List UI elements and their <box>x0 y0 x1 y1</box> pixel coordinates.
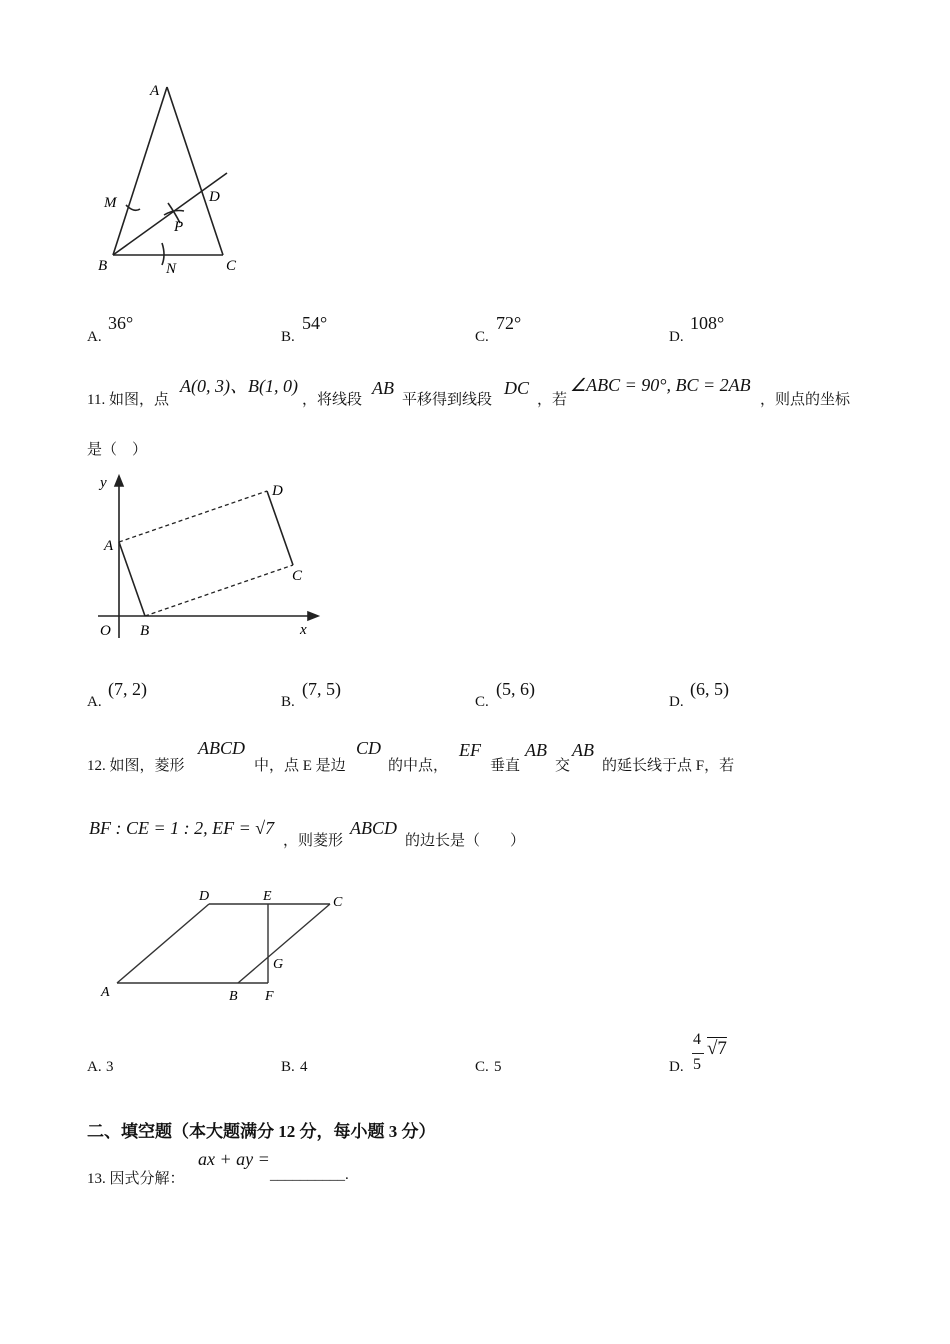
label-b: B <box>229 989 238 1004</box>
arc-n <box>162 243 164 265</box>
q11-text-3: ，若 <box>537 392 568 408</box>
fraction-numerator: 4 <box>693 1031 701 1048</box>
q10-option-d-letter: D. <box>669 329 684 345</box>
segment-dc <box>267 491 293 565</box>
q11-option-b-value: (7, 5) <box>302 679 341 699</box>
label-c: C <box>226 258 237 274</box>
q11-option-a-letter: A. <box>87 694 102 710</box>
q12-option-c-letter: C. <box>475 1059 489 1075</box>
dashed-ad <box>119 491 267 542</box>
q11-ab: AB <box>372 378 394 398</box>
label-a: A <box>150 83 160 99</box>
q12-cd: CD <box>356 738 382 758</box>
q10-option-c-letter: C. <box>475 329 489 345</box>
q11-option-b-letter: B. <box>281 694 295 710</box>
q12-text-6: ，则菱形 <box>283 833 344 849</box>
label-m: M <box>104 195 117 211</box>
q11-text-4: ，则点的坐标 <box>760 392 851 408</box>
q12-ab-1: AB <box>525 740 547 760</box>
label-o: O <box>100 623 111 639</box>
q11-text-1: ，将线段 <box>302 392 363 408</box>
label-f: F <box>265 989 274 1004</box>
q12-ab-2: AB <box>572 740 594 760</box>
q12-text-5: 的延长线于点 F，若 <box>602 758 735 774</box>
q12-text-2: 的中点， <box>388 758 449 774</box>
q12-number: 12. 如图，菱形 <box>87 758 185 774</box>
label-p: P <box>174 219 184 235</box>
q11-option-c-value: (5, 6) <box>496 679 535 699</box>
dashed-bc <box>145 565 293 616</box>
q10-option-d-value: 108° <box>690 313 725 333</box>
q13-expression: ax + ay = <box>198 1149 270 1169</box>
q12-ef: EF <box>459 740 481 760</box>
q11-dc: DC <box>504 378 530 398</box>
fraction-bar <box>692 1053 704 1054</box>
q11-option-d-value: (6, 5) <box>690 679 729 699</box>
q11-number: 11. 如图，点 <box>87 392 169 408</box>
side-cb <box>238 904 330 983</box>
q11-option-a-value: (7, 2) <box>108 679 147 699</box>
label-d: D <box>209 189 220 205</box>
q13-number: 13. 因式分解： <box>87 1171 185 1187</box>
fraction-denominator: 5 <box>693 1056 701 1073</box>
axis-label-x: x <box>300 622 307 638</box>
side-ad <box>117 904 209 983</box>
label-a: A <box>104 538 114 554</box>
q11-points: A(0, 3)、B(1, 0) <box>180 376 298 396</box>
q11-condition: ∠ABC = 90°, BC = 2AB <box>570 375 751 395</box>
label-c: C <box>292 568 303 584</box>
q11-option-d-letter: D. <box>669 694 684 710</box>
label-b: B <box>98 258 108 274</box>
triangle-figure <box>90 75 270 285</box>
label-e: E <box>263 889 272 904</box>
q12-option-b-letter: B. <box>281 1059 295 1075</box>
q11-line-2: 是（ ） <box>87 442 148 458</box>
label-a: A <box>101 985 110 1000</box>
q12-text-3: 垂直 <box>490 758 521 774</box>
q12-abcd-2: ABCD <box>350 818 397 838</box>
label-d: D <box>272 483 283 499</box>
q12-text-7: 的边长是（ ） <box>405 833 526 849</box>
label-n: N <box>166 261 177 277</box>
radical: √7 <box>707 1038 727 1059</box>
q12-option-a-letter: A. <box>87 1059 102 1075</box>
q12-option-b-value: 4 <box>300 1059 308 1075</box>
q12-text-4: 交 <box>555 758 571 774</box>
q10-option-a-value: 36° <box>108 313 134 333</box>
label-d: D <box>199 889 210 904</box>
rhombus-figure <box>95 882 365 1012</box>
x-axis-arrow <box>308 612 318 620</box>
q12-option-a-value: 3 <box>106 1059 114 1075</box>
q12-text-1: 中，点 E 是边 <box>254 758 346 774</box>
side-ab <box>113 87 167 255</box>
q12-condition: BF : CE = 1 : 2, EF = √7 <box>89 818 275 838</box>
q10-option-b-value: 54° <box>302 313 328 333</box>
q12-option-c-value: 5 <box>494 1059 502 1075</box>
segment-ab <box>119 542 145 616</box>
label-b: B <box>140 623 150 639</box>
q11-text-2: 平移得到线段 <box>402 392 493 408</box>
coordinate-figure <box>90 470 330 645</box>
label-g: G <box>273 957 284 972</box>
section-heading: 二、填空题（本大题满分 12 分，每小题 3 分） <box>87 1122 436 1141</box>
q10-option-a-letter: A. <box>87 329 102 345</box>
axis-label-y: y <box>100 475 107 491</box>
label-c: C <box>333 895 343 910</box>
y-axis-arrow <box>115 476 123 486</box>
q12-option-d-letter: D. <box>669 1059 684 1075</box>
q10-option-b-letter: B. <box>281 329 295 345</box>
q10-option-c-value: 72° <box>496 313 522 333</box>
q12-abcd: ABCD <box>198 738 245 758</box>
q11-option-c-letter: C. <box>475 694 489 710</box>
q13-answer-blank[interactable]: __________. <box>270 1167 349 1183</box>
